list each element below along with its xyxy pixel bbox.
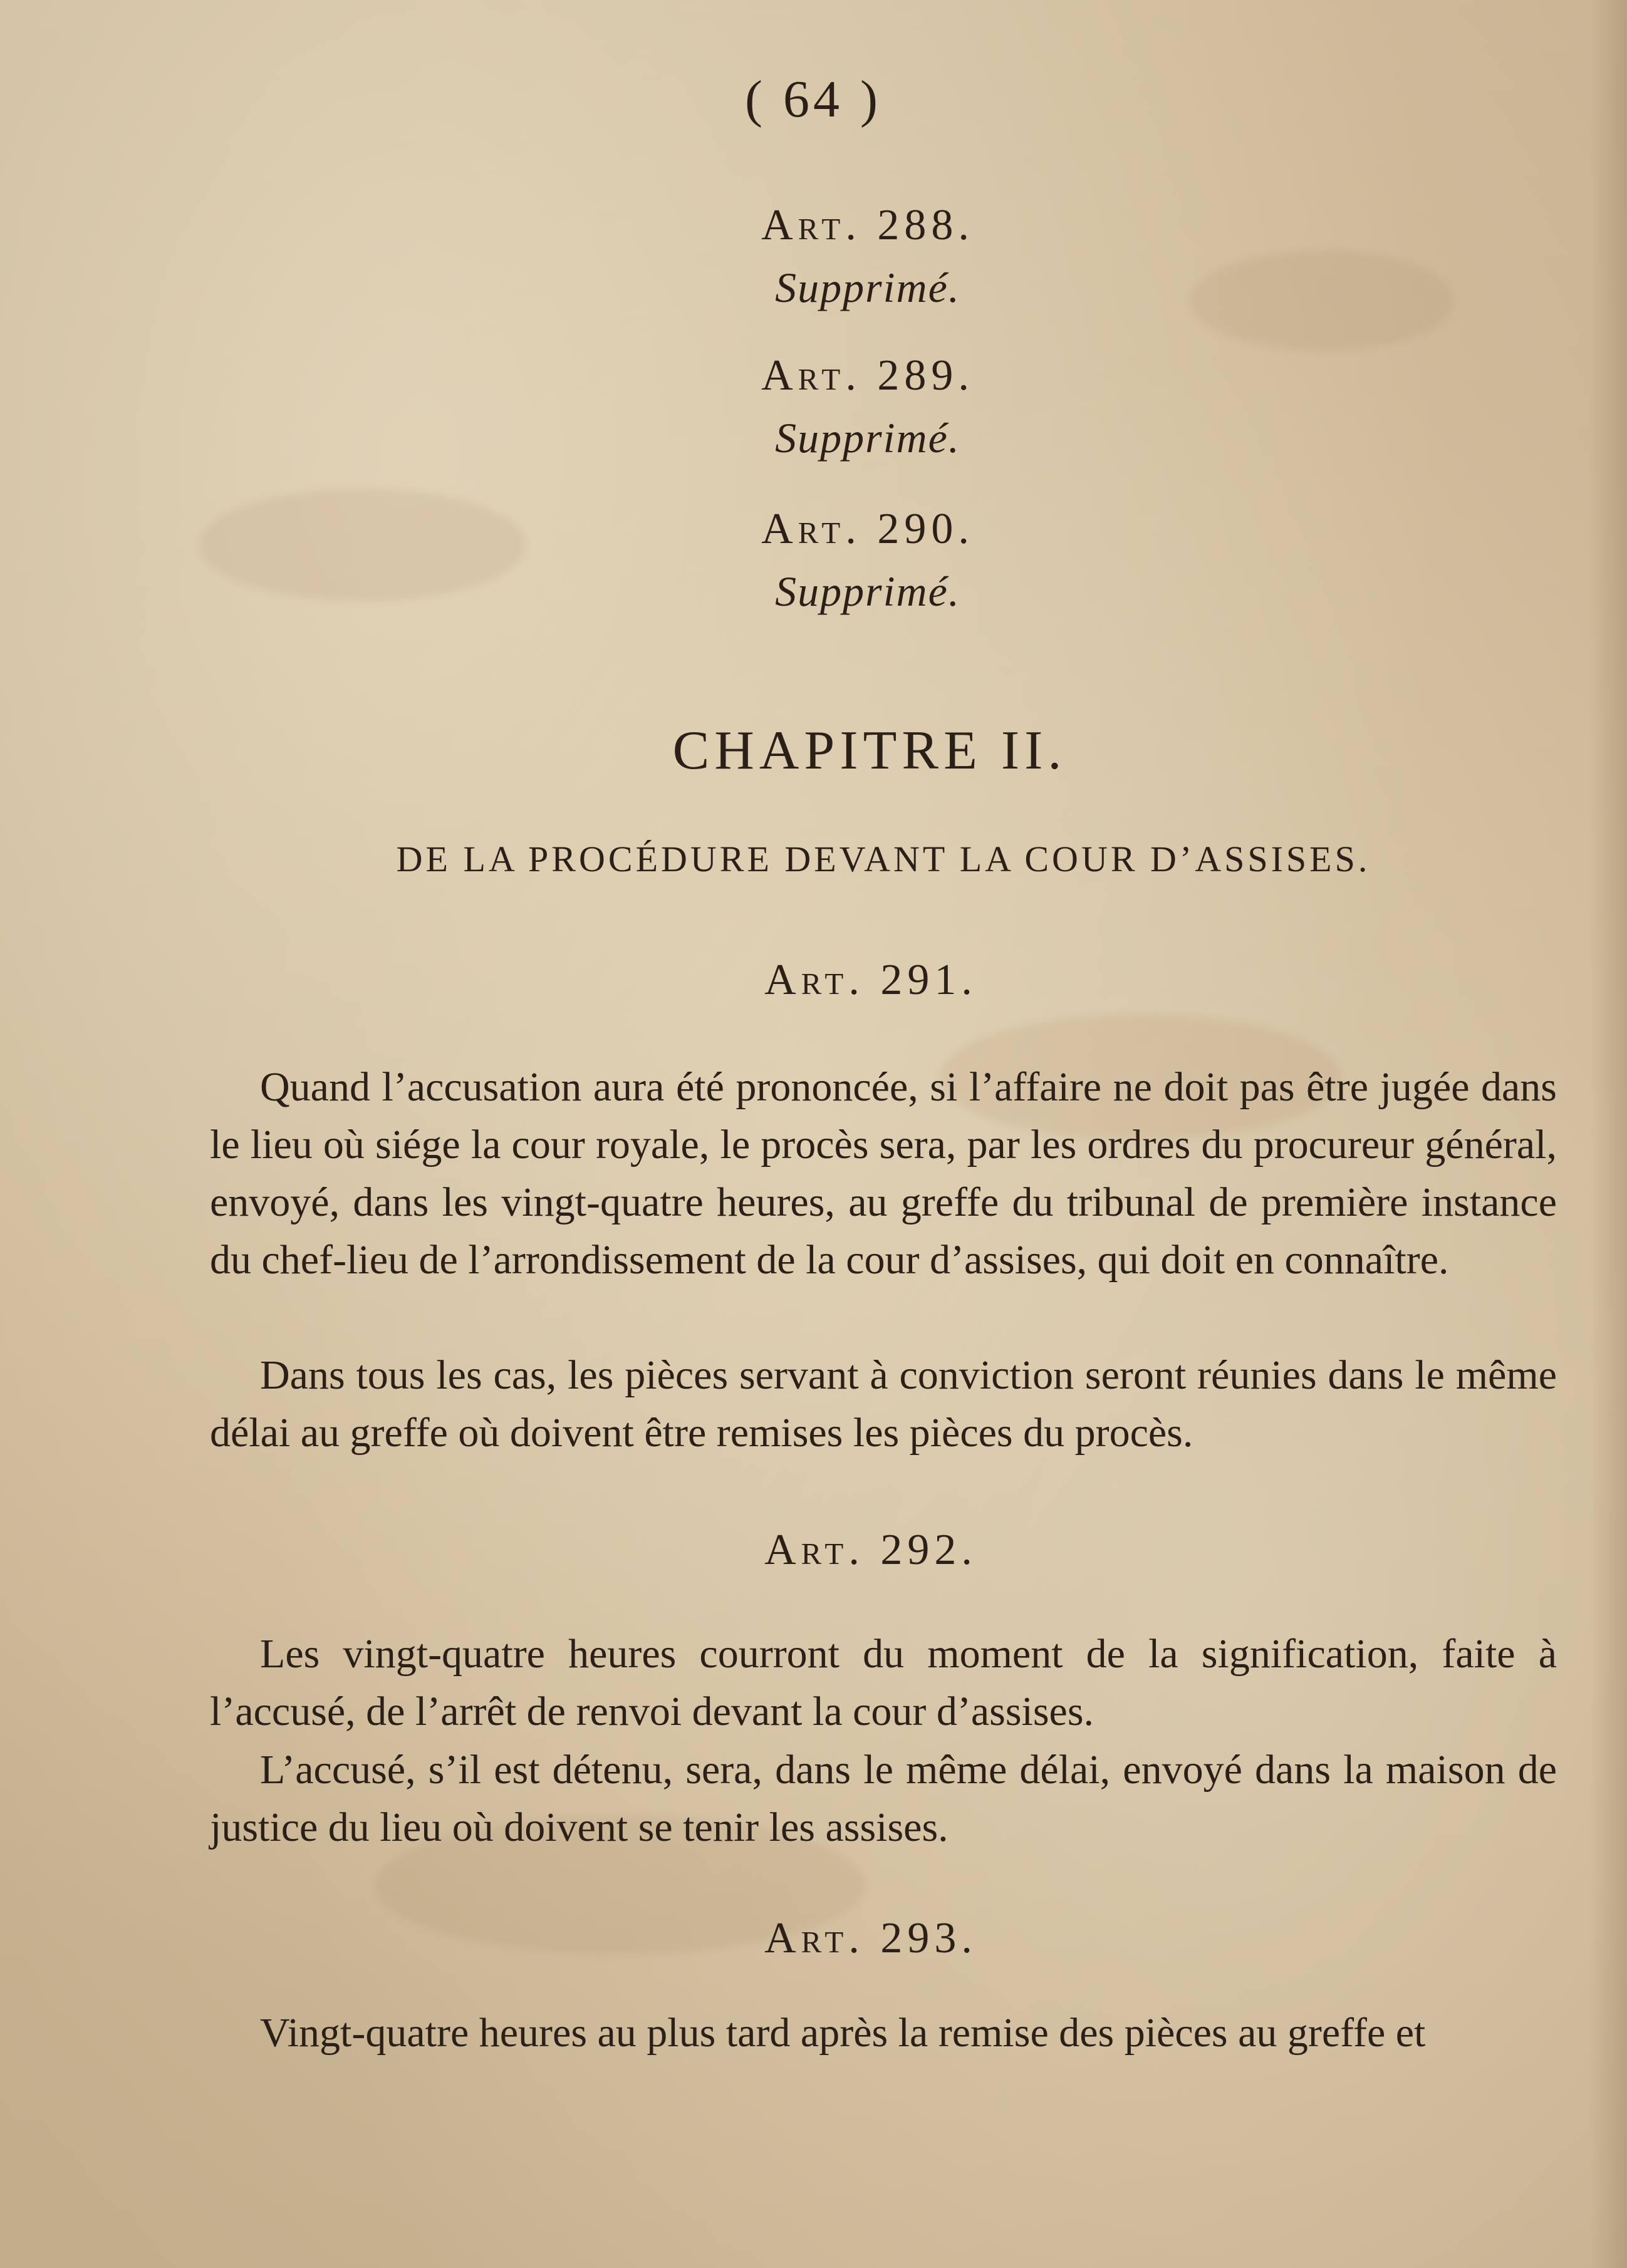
article-291-heading: Art. 291. xyxy=(764,956,977,1004)
chapter-title: CHAPITRE II. xyxy=(672,720,1067,781)
article-293-paragraph-1: Vingt-quatre heures au plus tard après la remise des pièces au greffe et xyxy=(260,2010,1426,2056)
article-288-heading: Art. 288. xyxy=(761,201,974,249)
article-289-heading: Art. 289. xyxy=(761,351,974,400)
page-edge-shadow xyxy=(1589,0,1627,2268)
paper-stain xyxy=(200,489,526,601)
article-291-paragraph-2: Dans tous les cas, les pièces servant à conviction seront réunies dans le même délai au greffe où doivent être remises les pièces du procès. xyxy=(210,1352,1557,1456)
article-289-note: Supprimé. xyxy=(775,414,960,462)
article-292-paragraph-1: Les vingt-quatre heures courront du moment de la signification, faite à l’accusé, de l’arrêt de renvoi devant la cour d’assises. xyxy=(210,1631,1557,1734)
article-290-heading: Art. 290. xyxy=(761,505,974,553)
paper-stain xyxy=(1190,251,1453,351)
article-293-heading: Art. 293. xyxy=(764,1914,977,1962)
article-292-heading: Art. 292. xyxy=(764,1526,977,1574)
page-number: ( 64 ) xyxy=(745,70,881,128)
article-292-paragraph-2: L’accusé, s’il est détenu, sera, dans le même délai, envoyé dans la maison de justice du lieu où doivent se tenir les assises. xyxy=(210,1747,1557,1850)
article-288-note: Supprimé. xyxy=(775,264,960,311)
article-290-note: Supprimé. xyxy=(775,567,960,615)
article-291-paragraph-1: Quand l’accusation aura été prononcée, si l’affaire ne doit pas être jugée dans le lieu où siége la cour royale, le procès sera, par les ordres du procureur général, envoyé, dans les vingt-quatre heures, au greffe du tribunal de première instance du chef-lieu de l’arrondissement de la cour d’assises, qui doit en connaître. xyxy=(210,1064,1557,1283)
chapter-subtitle: DE LA PROCÉDURE DEVANT LA COUR D’ASSISES. xyxy=(396,839,1371,879)
